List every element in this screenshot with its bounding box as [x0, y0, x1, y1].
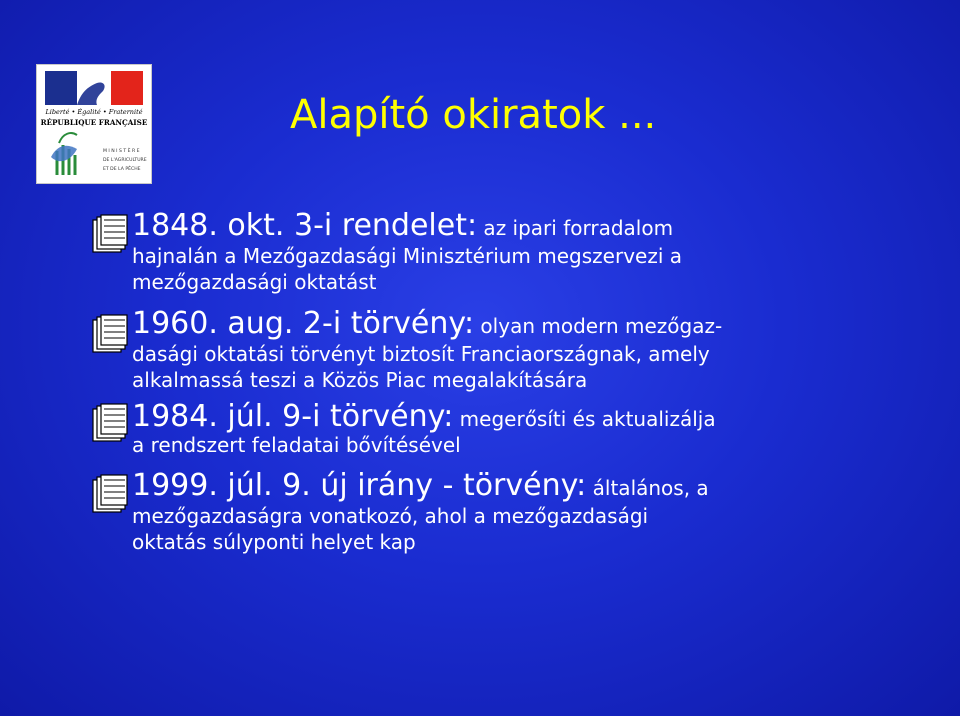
bullet-text: megerősíti és aktualizálja	[453, 407, 716, 431]
bullet-text: olyan modern mezőgaz-	[474, 314, 723, 338]
bullet-line: alkalmassá teszi a Közös Piac megalakítására	[132, 368, 588, 392]
bullet-line: oktatás súlyponti helyet kap	[132, 530, 416, 554]
bullet-line: mezőgazdasági oktatást	[132, 270, 377, 294]
logo-ministry-1: M I N I S T È R E	[103, 149, 140, 154]
bullet-heading: 1984. júl. 9-i törvény:	[132, 399, 454, 434]
bullet-heading: 1999. júl. 9. új irány - törvény:	[132, 468, 587, 503]
bullet-heading: 1960. aug. 2-i törvény:	[132, 306, 475, 341]
ministry-logo	[36, 64, 152, 184]
bullet-heading: 1848. okt. 3-i rendelet:	[132, 208, 478, 243]
bullet-line: mezőgazdaságra vonatkozó, ahol a mezőgazdasági	[132, 504, 649, 528]
bullet-text: általános, a	[586, 476, 709, 500]
logo-ministry-3: ET DE LA PÊCHE	[103, 167, 141, 172]
slide-title: Alapító okiratok ...	[290, 92, 657, 138]
notepad-bullet-icon	[90, 214, 130, 254]
bullet-line: dasági oktatási törvényt biztosít Franciaországnak, amely	[132, 342, 710, 366]
notepad-bullet-icon	[90, 314, 130, 354]
notepad-bullet-icon	[90, 474, 130, 514]
logo-republic: RÉPUBLIQUE FRANÇAISE	[40, 118, 148, 127]
bullet-line: hajnalán a Mezőgazdasági Minisztérium megszervezi a	[132, 244, 682, 268]
notepad-bullet-icon	[90, 403, 130, 443]
logo-ministry-2: DE L'AGRICULTURE	[103, 158, 147, 163]
logo-motto: Liberté • Égalité • Fraternité	[45, 108, 143, 116]
bullet-line: a rendszert feladatai bővítésével	[132, 433, 461, 457]
bullet-text: az ipari forradalom	[477, 216, 674, 240]
